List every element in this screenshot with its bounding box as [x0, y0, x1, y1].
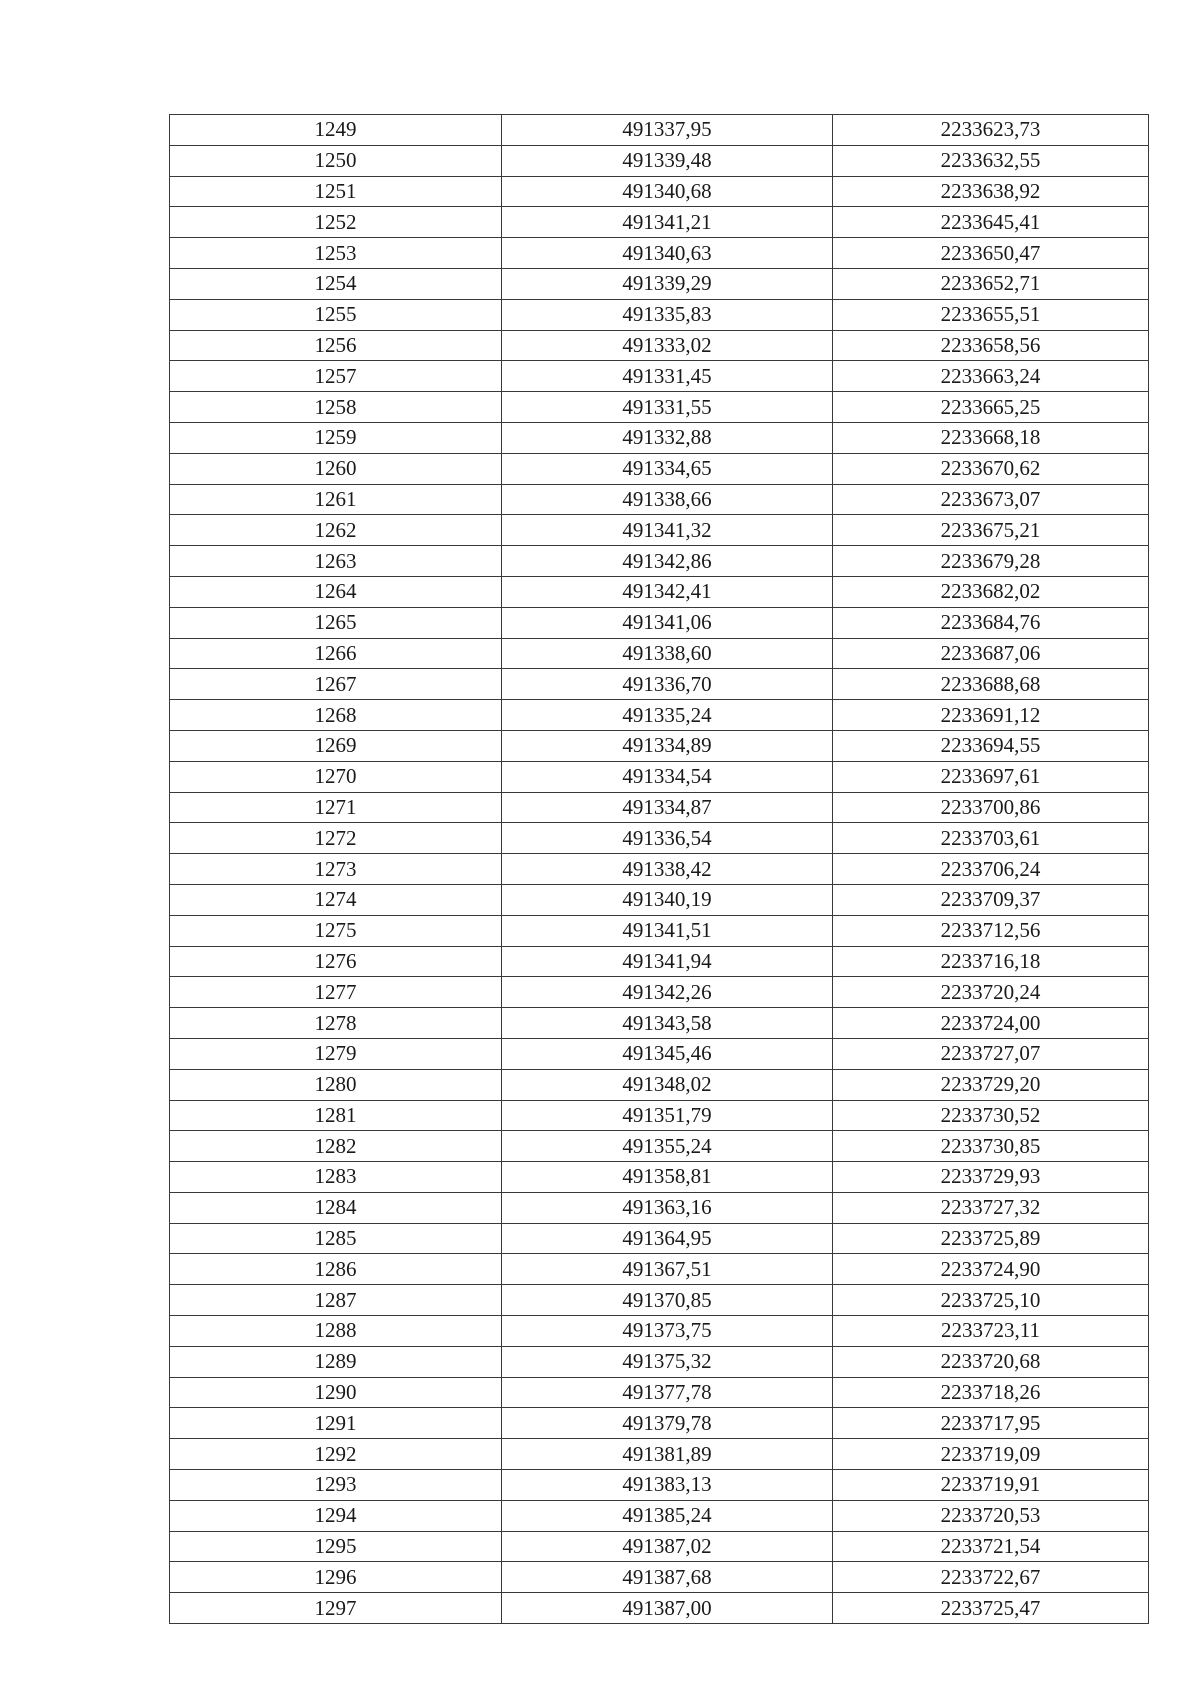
point-number-cell: 1283: [170, 1162, 502, 1193]
coordinates-table: [169, 114, 1149, 1624]
table-row: [170, 946, 1149, 977]
y-coordinate-cell: 2233700,86: [833, 792, 1149, 823]
y-coordinate-cell: 2233670,62: [833, 453, 1149, 484]
point-number-cell: 1295: [170, 1531, 502, 1562]
coordinates-table-body: [170, 115, 1149, 1624]
point-number-cell: 1266: [170, 638, 502, 669]
y-coordinate-cell: 2233706,24: [833, 854, 1149, 885]
y-coordinate-cell: 2233730,85: [833, 1131, 1149, 1162]
x-coordinate-cell: 491341,21: [502, 207, 833, 238]
x-coordinate-cell: 491340,68: [502, 176, 833, 207]
table-row: [170, 1254, 1149, 1285]
point-number-cell: 1268: [170, 700, 502, 731]
y-coordinate-cell: 2233729,20: [833, 1069, 1149, 1100]
table-row: [170, 1531, 1149, 1562]
x-coordinate-cell: 491358,81: [502, 1162, 833, 1193]
x-coordinate-cell: 491331,55: [502, 392, 833, 423]
point-number-cell: 1272: [170, 823, 502, 854]
x-coordinate-cell: 491341,32: [502, 515, 833, 546]
y-coordinate-cell: 2233727,07: [833, 1038, 1149, 1069]
x-coordinate-cell: 491364,95: [502, 1223, 833, 1254]
x-coordinate-cell: 491383,13: [502, 1470, 833, 1501]
point-number-cell: 1254: [170, 268, 502, 299]
y-coordinate-cell: 2233718,26: [833, 1377, 1149, 1408]
table-row: [170, 1562, 1149, 1593]
point-number-cell: 1274: [170, 884, 502, 915]
x-coordinate-cell: 491335,83: [502, 299, 833, 330]
table-row: [170, 145, 1149, 176]
x-coordinate-cell: 491342,86: [502, 546, 833, 577]
table-row: [170, 638, 1149, 669]
table-row: [170, 1439, 1149, 1470]
y-coordinate-cell: 2233675,21: [833, 515, 1149, 546]
table-row: [170, 1069, 1149, 1100]
point-number-cell: 1262: [170, 515, 502, 546]
x-coordinate-cell: 491387,02: [502, 1531, 833, 1562]
point-number-cell: 1265: [170, 607, 502, 638]
x-coordinate-cell: 491381,89: [502, 1439, 833, 1470]
table-row: [170, 1316, 1149, 1347]
table-row: [170, 546, 1149, 577]
table-row: [170, 299, 1149, 330]
point-number-cell: 1279: [170, 1038, 502, 1069]
point-number-cell: 1257: [170, 361, 502, 392]
y-coordinate-cell: 2233679,28: [833, 546, 1149, 577]
table-row: [170, 607, 1149, 638]
table-row: [170, 115, 1149, 146]
x-coordinate-cell: 491348,02: [502, 1069, 833, 1100]
x-coordinate-cell: 491342,41: [502, 576, 833, 607]
table-row: [170, 1470, 1149, 1501]
point-number-cell: 1292: [170, 1439, 502, 1470]
point-number-cell: 1288: [170, 1316, 502, 1347]
y-coordinate-cell: 2233720,68: [833, 1346, 1149, 1377]
point-number-cell: 1270: [170, 761, 502, 792]
point-number-cell: 1282: [170, 1131, 502, 1162]
y-coordinate-cell: 2233638,92: [833, 176, 1149, 207]
x-coordinate-cell: 491351,79: [502, 1100, 833, 1131]
table-row: [170, 669, 1149, 700]
x-coordinate-cell: 491338,66: [502, 484, 833, 515]
x-coordinate-cell: 491377,78: [502, 1377, 833, 1408]
point-number-cell: 1293: [170, 1470, 502, 1501]
x-coordinate-cell: 491345,46: [502, 1038, 833, 1069]
table-row: [170, 484, 1149, 515]
y-coordinate-cell: 2233723,11: [833, 1316, 1149, 1347]
x-coordinate-cell: 491375,32: [502, 1346, 833, 1377]
y-coordinate-cell: 2233688,68: [833, 669, 1149, 700]
table-row: [170, 854, 1149, 885]
table-row: [170, 1192, 1149, 1223]
point-number-cell: 1260: [170, 453, 502, 484]
point-number-cell: 1284: [170, 1192, 502, 1223]
table-row: [170, 392, 1149, 423]
table-row: [170, 1162, 1149, 1193]
point-number-cell: 1261: [170, 484, 502, 515]
table-row: [170, 1038, 1149, 1069]
y-coordinate-cell: 2233673,07: [833, 484, 1149, 515]
y-coordinate-cell: 2233717,95: [833, 1408, 1149, 1439]
y-coordinate-cell: 2233655,51: [833, 299, 1149, 330]
y-coordinate-cell: 2233725,89: [833, 1223, 1149, 1254]
table-row: [170, 792, 1149, 823]
x-coordinate-cell: 491341,51: [502, 915, 833, 946]
y-coordinate-cell: 2233722,67: [833, 1562, 1149, 1593]
x-coordinate-cell: 491334,65: [502, 453, 833, 484]
x-coordinate-cell: 491363,16: [502, 1192, 833, 1223]
x-coordinate-cell: 491331,45: [502, 361, 833, 392]
y-coordinate-cell: 2233703,61: [833, 823, 1149, 854]
y-coordinate-cell: 2233623,73: [833, 115, 1149, 146]
table-row: [170, 268, 1149, 299]
point-number-cell: 1294: [170, 1500, 502, 1531]
table-row: [170, 1500, 1149, 1531]
table-row: [170, 1223, 1149, 1254]
x-coordinate-cell: 491336,70: [502, 669, 833, 700]
y-coordinate-cell: 2233720,53: [833, 1500, 1149, 1531]
x-coordinate-cell: 491342,26: [502, 977, 833, 1008]
table-row: [170, 361, 1149, 392]
table-row: [170, 207, 1149, 238]
y-coordinate-cell: 2233730,52: [833, 1100, 1149, 1131]
point-number-cell: 1264: [170, 576, 502, 607]
x-coordinate-cell: 491343,58: [502, 1008, 833, 1039]
table-row: [170, 176, 1149, 207]
point-number-cell: 1275: [170, 915, 502, 946]
x-coordinate-cell: 491367,51: [502, 1254, 833, 1285]
point-number-cell: 1259: [170, 422, 502, 453]
x-coordinate-cell: 491332,88: [502, 422, 833, 453]
point-number-cell: 1267: [170, 669, 502, 700]
table-row: [170, 515, 1149, 546]
y-coordinate-cell: 2233729,93: [833, 1162, 1149, 1193]
table-row: [170, 422, 1149, 453]
y-coordinate-cell: 2233725,47: [833, 1593, 1149, 1624]
table-row: [170, 1285, 1149, 1316]
x-coordinate-cell: 491341,94: [502, 946, 833, 977]
x-coordinate-cell: 491373,75: [502, 1316, 833, 1347]
table-row: [170, 730, 1149, 761]
y-coordinate-cell: 2233720,24: [833, 977, 1149, 1008]
x-coordinate-cell: 491335,24: [502, 700, 833, 731]
x-coordinate-cell: 491379,78: [502, 1408, 833, 1439]
x-coordinate-cell: 491339,29: [502, 268, 833, 299]
y-coordinate-cell: 2233691,12: [833, 700, 1149, 731]
point-number-cell: 1286: [170, 1254, 502, 1285]
y-coordinate-cell: 2233721,54: [833, 1531, 1149, 1562]
y-coordinate-cell: 2233645,41: [833, 207, 1149, 238]
table-row: [170, 1377, 1149, 1408]
y-coordinate-cell: 2233632,55: [833, 145, 1149, 176]
point-number-cell: 1249: [170, 115, 502, 146]
table-row: [170, 1593, 1149, 1624]
table-row: [170, 884, 1149, 915]
point-number-cell: 1296: [170, 1562, 502, 1593]
x-coordinate-cell: 491385,24: [502, 1500, 833, 1531]
x-coordinate-cell: 491337,95: [502, 115, 833, 146]
x-coordinate-cell: 491338,42: [502, 854, 833, 885]
x-coordinate-cell: 491340,63: [502, 238, 833, 269]
point-number-cell: 1271: [170, 792, 502, 823]
x-coordinate-cell: 491387,00: [502, 1593, 833, 1624]
y-coordinate-cell: 2233668,18: [833, 422, 1149, 453]
point-number-cell: 1287: [170, 1285, 502, 1316]
table-row: [170, 453, 1149, 484]
point-number-cell: 1280: [170, 1069, 502, 1100]
point-number-cell: 1252: [170, 207, 502, 238]
point-number-cell: 1276: [170, 946, 502, 977]
y-coordinate-cell: 2233716,18: [833, 946, 1149, 977]
x-coordinate-cell: 491336,54: [502, 823, 833, 854]
table-row: [170, 1408, 1149, 1439]
x-coordinate-cell: 491338,60: [502, 638, 833, 669]
y-coordinate-cell: 2233663,24: [833, 361, 1149, 392]
y-coordinate-cell: 2233724,90: [833, 1254, 1149, 1285]
table-row: [170, 330, 1149, 361]
point-number-cell: 1290: [170, 1377, 502, 1408]
table-row: [170, 700, 1149, 731]
point-number-cell: 1258: [170, 392, 502, 423]
x-coordinate-cell: 491334,89: [502, 730, 833, 761]
y-coordinate-cell: 2233665,25: [833, 392, 1149, 423]
y-coordinate-cell: 2233719,09: [833, 1439, 1149, 1470]
y-coordinate-cell: 2233650,47: [833, 238, 1149, 269]
x-coordinate-cell: 491340,19: [502, 884, 833, 915]
table-row: [170, 1100, 1149, 1131]
point-number-cell: 1250: [170, 145, 502, 176]
table-row: [170, 1008, 1149, 1039]
y-coordinate-cell: 2233697,61: [833, 761, 1149, 792]
y-coordinate-cell: 2233719,91: [833, 1470, 1149, 1501]
point-number-cell: 1256: [170, 330, 502, 361]
x-coordinate-cell: 491387,68: [502, 1562, 833, 1593]
point-number-cell: 1291: [170, 1408, 502, 1439]
y-coordinate-cell: 2233694,55: [833, 730, 1149, 761]
point-number-cell: 1269: [170, 730, 502, 761]
y-coordinate-cell: 2233712,56: [833, 915, 1149, 946]
point-number-cell: 1253: [170, 238, 502, 269]
y-coordinate-cell: 2233682,02: [833, 576, 1149, 607]
x-coordinate-cell: 491341,06: [502, 607, 833, 638]
table-row: [170, 823, 1149, 854]
y-coordinate-cell: 2233684,76: [833, 607, 1149, 638]
point-number-cell: 1297: [170, 1593, 502, 1624]
y-coordinate-cell: 2233652,71: [833, 268, 1149, 299]
y-coordinate-cell: 2233725,10: [833, 1285, 1149, 1316]
y-coordinate-cell: 2233687,06: [833, 638, 1149, 669]
table-row: [170, 238, 1149, 269]
table-row: [170, 761, 1149, 792]
table-row: [170, 1346, 1149, 1377]
y-coordinate-cell: 2233658,56: [833, 330, 1149, 361]
y-coordinate-cell: 2233709,37: [833, 884, 1149, 915]
point-number-cell: 1251: [170, 176, 502, 207]
point-number-cell: 1289: [170, 1346, 502, 1377]
x-coordinate-cell: 491333,02: [502, 330, 833, 361]
point-number-cell: 1277: [170, 977, 502, 1008]
point-number-cell: 1281: [170, 1100, 502, 1131]
table-row: [170, 977, 1149, 1008]
y-coordinate-cell: 2233724,00: [833, 1008, 1149, 1039]
x-coordinate-cell: 491334,54: [502, 761, 833, 792]
point-number-cell: 1255: [170, 299, 502, 330]
table-row: [170, 1131, 1149, 1162]
point-number-cell: 1263: [170, 546, 502, 577]
point-number-cell: 1278: [170, 1008, 502, 1039]
point-number-cell: 1273: [170, 854, 502, 885]
x-coordinate-cell: 491339,48: [502, 145, 833, 176]
table-row: [170, 576, 1149, 607]
table-row: [170, 915, 1149, 946]
x-coordinate-cell: 491370,85: [502, 1285, 833, 1316]
point-number-cell: 1285: [170, 1223, 502, 1254]
x-coordinate-cell: 491355,24: [502, 1131, 833, 1162]
y-coordinate-cell: 2233727,32: [833, 1192, 1149, 1223]
x-coordinate-cell: 491334,87: [502, 792, 833, 823]
